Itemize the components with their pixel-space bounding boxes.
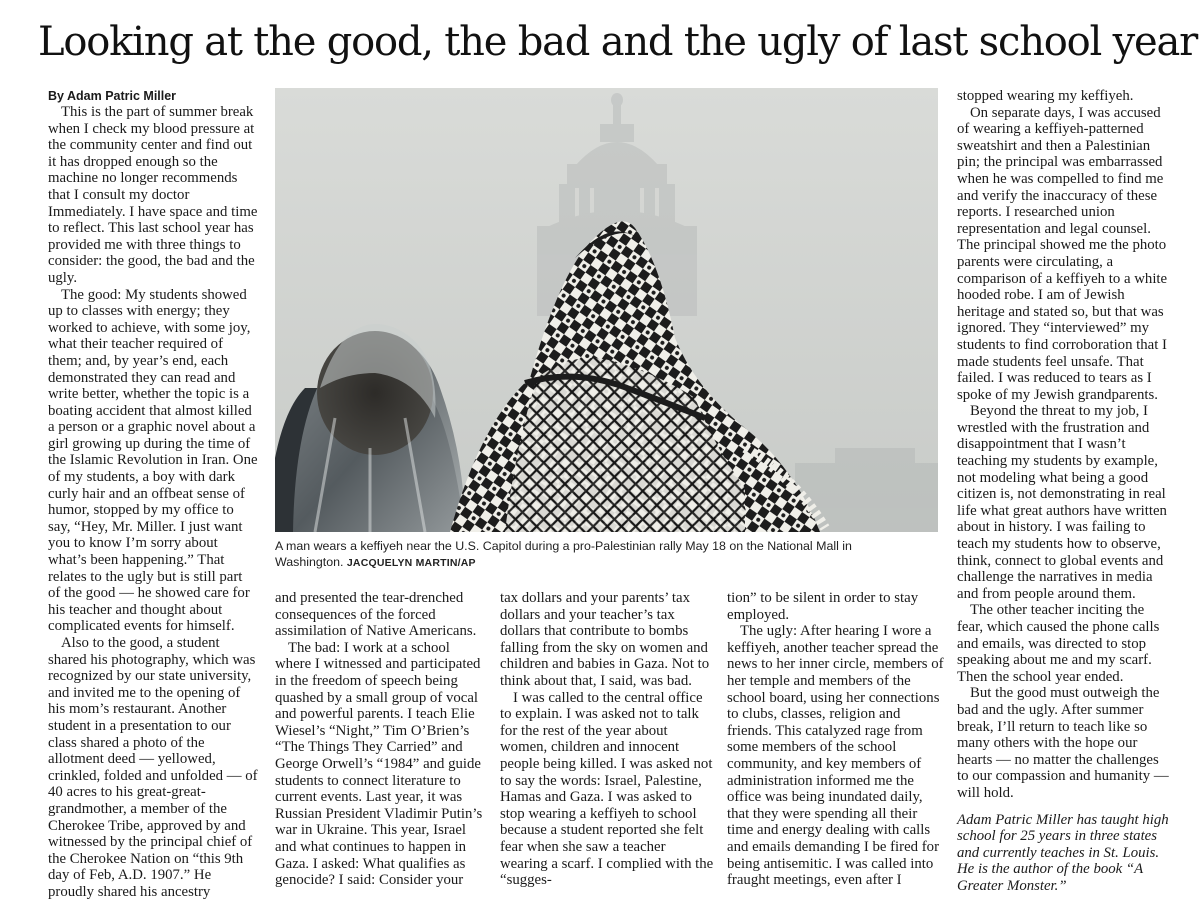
paragraph: Also to the good, a student shared his photography, which was recognized by our state university, and invited me to the opening of his mom’s restaurant. Another student in a presentation to our class shared a photo of the allotment deed — yellowed, crinkled, folded and unfolded — of 40 acres to his great-great-grandmother, a member of the Cherokee Tribe, approved by and witnessed by the principal chief of the Cherokee Nation on “this 9th day of Feb, A.D. 1907.” He proudly shared his ancestry bbox=[48, 635, 258, 900]
paragraph: stopped wearing my keffiyeh. bbox=[957, 88, 1134, 104]
paragraph: tax dollars and your parents’ tax dollars and your teacher’s tax dollars that contribute to bombs falling from the sky on women and children and babies in Gaza. Not to think about that, I said, was bad. bbox=[500, 590, 710, 689]
capitol-keffiyeh-photo bbox=[275, 88, 938, 532]
byline: By Adam Patric Miller bbox=[48, 89, 177, 103]
paragraph: The other teacher inciting the fear, which caused the phone calls and emails, was directed to stop speaking about me and my scarf. Then the school year ended. bbox=[957, 602, 1160, 685]
article-column-5 bbox=[957, 88, 1169, 895]
article-column-1 bbox=[48, 88, 258, 901]
news-photo bbox=[275, 88, 938, 532]
paragraph: Beyond the threat to my job, I wrestled with the frustration and disappointment that I wasn’t teaching my students by example, not modeling what being a good citizen is, not demonstrating in real life what great authors have written about in history. I was failing to teach my students how to observe, think, connect to global events and challenge the narratives in media and from people around them. bbox=[957, 403, 1167, 602]
headline: Looking at the good, the bad and the ugly of last school year bbox=[38, 19, 1198, 65]
article-column-4 bbox=[727, 590, 947, 889]
author-tagline: Adam Patric Miller has taught high school for 25 years in three states and currently teaches in St. Louis. He is the author of the book “A Greater Monster.” bbox=[957, 811, 1169, 894]
article-column-3 bbox=[500, 590, 715, 889]
paragraph: The ugly: After hearing I wore a keffiyeh, another teacher spread the news to her inner circle, members of her temple and members of the school board, using her connections to clubs, classes, religion and friends. This catalyzed rage from some members of the school community, and key members of administration informed me the office was being inundated daily, that they were spending all their time and energy dealing with calls and emails demanding I be fired for being antisemitic. I was called into fraught meetings, even after I bbox=[727, 623, 944, 889]
photo-credit: JACQUELYN MARTIN/AP bbox=[346, 557, 476, 569]
photo-caption bbox=[275, 538, 875, 571]
paragraph: This is the part of summer break when I check my blood pressure at the community center and find out it has dropped enough so the machine no longer recommends that I consult my doctor Immediately. I have space and time to reflect. This last school year has provided me with three things to consider: the good, the bad and the ugly. bbox=[48, 104, 258, 286]
paragraph: But the good must outweigh the bad and the ugly. After summer break, I’ll return to teach like so many others with the hope our hearts — no matter the challenges to our compassion and humanity — will hold. bbox=[957, 685, 1169, 801]
paragraph: I was called to the central office to explain. I was asked not to talk for the rest of the year about women, children and innocent people being killed. I was asked not to say the words: Israel, Palestine, Hamas and Gaza. I was asked to stop wearing a keffiyeh to school because a student reported she felt fear when she saw a teacher wearing a scarf. I complied with the “sugges- bbox=[500, 689, 714, 889]
article-column-2 bbox=[275, 590, 488, 889]
caption-text: A man wears a keffiyeh near the U.S. Capitol during a pro-Palestinian rally May 18 on the National Mall in Washington. bbox=[275, 539, 852, 569]
paragraph: tion” to be silent in order to stay employed. bbox=[727, 590, 919, 623]
paragraph: and presented the tear-drenched consequences of the forced assimilation of Native Americans. bbox=[275, 590, 477, 640]
paragraph: The bad: I work at a school where I witnessed and participated in the freedom of speech being quashed by a small group of vocal and powerful parents. I teach Elie Wiesel’s “Night,” Tim O’Brien’s “The Things They Carried” and George Orwell’s “1984” and guide students to connect literature to current events. Last year, it was Russian President Vladimir Putin’s war in Ukraine. This year, Israel and what continues to happen in Gaza. I asked: What qualifies as genocide? I said: Consider your bbox=[275, 639, 483, 889]
paragraph: On separate days, I was accused of wearing a keffiyeh-patterned sweatshirt and then a Palestinian pin; the principal was embarrassed when he was compelled to find me and verify the inaccuracy of these reports. I researched union representation and legal counsel. The principal showed me the photo parents were circulating, a comparison of a keffiyeh to a white hooded robe. I am of Jewish heritage and stated so, but that was ignored. They “interviewed” my students to find corroboration that I made students feel unsafe. That failed. I was reduced to tears as I spoke of my Jewish grandparents. bbox=[957, 104, 1168, 403]
paragraph: The good: My students showed up to classes with energy; they worked to achieve, with some joy, what their teacher required of them; and, by year’s end, each demonstrated they can read and write better, whether the topic is a boating accident that almost killed a person or a graphic novel about a girl growing up during the time of the Islamic Revolution in Iran. One of my students, a boy with dark curly hair and an offbeat sense of humor, stopped by my office to say, “Hey, Mr. Miller. I just want you to know I’m sorry about what’s been happening.” That relates to the ugly but is still part of the good — he showed care for his teacher and thought about complicated events for himself. bbox=[48, 286, 258, 635]
